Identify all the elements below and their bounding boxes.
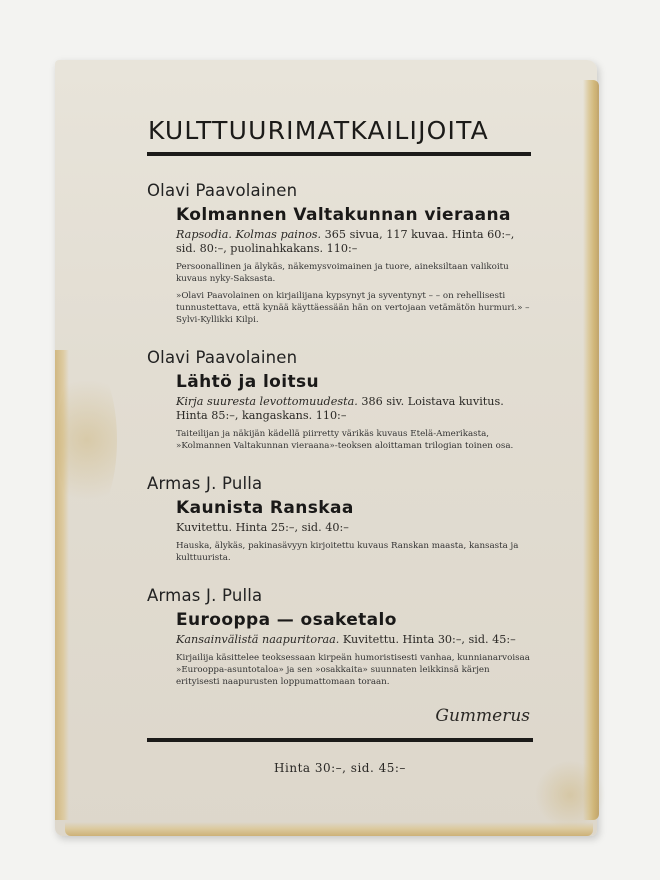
book-blurb: Kirjailija käsittelee teoksessaan kirpeän humoristisesti vanhaa, kunnianarvoisaa »Eurooppa-asuntotaloa» ja sen »osakkaita» suunnaten leikkinsä kärjen erityisesti naapurusten loppumattomaan toraan. <box>176 653 530 687</box>
paper-stain <box>535 760 605 830</box>
book-title: Kolmannen Valtakunnan vieraana <box>176 205 511 225</box>
cover-price: Hinta 30:–, sid. 45:– <box>274 761 406 775</box>
top-rule <box>147 152 531 156</box>
book-author: Olavi Paavolainen <box>147 181 298 200</box>
book-title: Eurooppa — osaketalo <box>176 610 397 630</box>
book-details <box>176 228 532 256</box>
book-details <box>176 395 532 423</box>
book-price-info: Kuvitettu. Hinta 25:–, sid. 40:– <box>176 521 349 534</box>
book-blurb: Hauska, älykäs, pakinasävyyn kirjoitettu kuvaus Ranskan maasta, kansasta ja kulttuurista. <box>176 541 519 563</box>
book-subtitle: Rapsodia. Kolmas painos. <box>176 228 322 241</box>
book-subtitle: Kirja suuresta levottomuudesta. <box>176 395 358 408</box>
book-price-info: Kuvitettu. Hinta 30:–, sid. 45:– <box>339 633 516 646</box>
book-details <box>176 633 532 647</box>
book-entry <box>147 181 532 326</box>
page-heading: KULTTUURIMATKAILIJOITA <box>148 116 489 145</box>
book-title: Lähtö ja loitsu <box>176 372 320 392</box>
bottom-rule <box>147 738 533 742</box>
publisher-logo: Gummerus <box>435 706 530 726</box>
book-price-info: 386 siv. Loistava kuvitus. Hinta 85:–, kangaskans. 110:– <box>176 395 504 422</box>
worn-edge-right <box>583 80 599 820</box>
book-entry <box>147 474 532 564</box>
book-entry <box>147 586 532 688</box>
book-author: Armas J. Pulla <box>147 474 263 493</box>
book-details <box>176 521 532 535</box>
worn-edge-bottom <box>65 822 593 836</box>
book-blurb: Taiteilijan ja näkijän kädellä piirretty värikäs kuvaus Etelä-Amerikasta, »Kolmannen Valtakunnan vieraana»-teoksen aloittaman trilogian toinen osa. <box>176 429 514 451</box>
book-subtitle: Kansainvälistä naapuritoraa. <box>176 633 340 646</box>
book-title: Kaunista Ranskaa <box>176 498 354 518</box>
book-price-info: 365 sivua, 117 kuvaa. Hinta 60:–, sid. 80:–, puolinahkakans. 110:– <box>176 228 515 255</box>
book-author: Armas J. Pulla <box>147 586 263 605</box>
book-author: Olavi Paavolainen <box>147 348 298 367</box>
book-blurb: Persoonallinen ja älykäs, näkemysvoimainen ja tuore, aineksiltaan valikoitu kuvaus nyky-Saksasta. <box>176 262 509 284</box>
book-entry <box>147 348 532 452</box>
cover-content <box>92 106 532 775</box>
book-review-quote: »Olavi Paavolainen on kirjailijana kypsynyt ja syventynyt – – on rehellisesti tunnustettava, että kynää käyttäessään hän on vertojaan vetämätön hurmuri.» – Sylvi-Kyllikki Kilpi. <box>176 291 530 325</box>
